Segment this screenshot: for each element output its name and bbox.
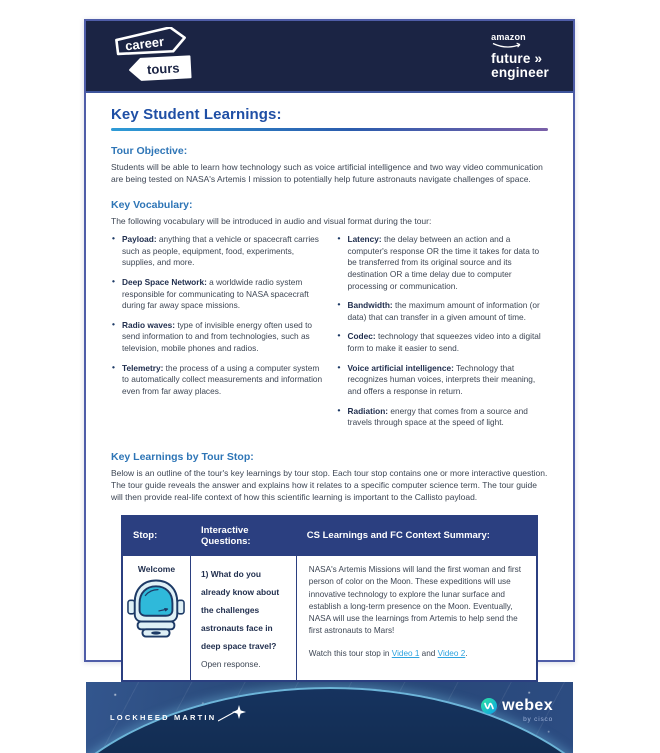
stop-cell [122, 555, 190, 681]
vocab-item: • Codec: technology that squeezes video into a digital form to make it easier to send. [337, 331, 549, 354]
col-header-stop: Stop: [122, 516, 190, 556]
vocab-item: • Bandwidth: the maximum amount of information (or data) that can transfer in a given amount of time. [337, 300, 549, 323]
table-row [122, 555, 537, 681]
video-2-link[interactable]: Video 2 [437, 648, 466, 658]
key-learnings-body: Below is an outline of the tour's key learnings by tour stop. Each tour stop contains one or more interactive question. The tour guide reveals the answer and explains how it relates to a specific computer science term. The tour guide will then provide real-life context of how this scientific learning is important to the Callisto payload. [111, 467, 548, 502]
future-engineer-line2: engineer [491, 64, 549, 80]
stop-label: Welcome [137, 563, 176, 574]
career-tours-logo [110, 27, 210, 85]
webex-logo [481, 698, 553, 723]
vocab-item: • Telemetry: the process of a using a computer system to automatically collect measurements and information even from far away places. [111, 363, 323, 398]
interactive-question-cell [190, 555, 296, 681]
key-vocabulary-heading: Key Vocabulary: [111, 199, 193, 212]
tour-objective-heading: Tour Objective: [111, 145, 188, 157]
document-page [84, 19, 575, 723]
video-1-link[interactable]: Video 1 [391, 648, 420, 658]
tour-stops-table [121, 515, 538, 682]
summary-paragraph: NASA's Artemis Missions will land the first woman and first person of color on the Moon. These expeditions will use innovative technology to explore the lunar surface and establish a long-term presence on the Moon. Eventually, NASA will use the learnings from Artemis to help send the first astronauts to Mars! [308, 564, 522, 636]
webex-wordmark: webex [502, 696, 553, 714]
vocab-item: • Latency: the delay between an action and a computer's response OR the time it takes for data to be transferred from its original source and its destination OR a time delay due to computer processing or communication. [337, 234, 549, 292]
col-header-summary: CS Learnings and FC Context Summary: [296, 516, 537, 556]
vocabulary-column-left [111, 234, 323, 437]
vocab-item: • Deep Space Network: a worldwide radio system responsible for communicating to NASA spacecraft during far away space missions. [111, 277, 323, 312]
vocab-item: • Payload: anything that a vehicle or spacecraft carries such as people, equipment, food, experiments, supplies, and more. [111, 234, 323, 269]
header-band [86, 21, 573, 93]
key-learnings-heading: Key Learnings by Tour Stop: [111, 450, 254, 463]
career-sign-label: career [124, 33, 165, 54]
col-header-questions: Interactive Questions: [190, 516, 296, 556]
amazon-smile-icon [492, 42, 526, 49]
vocabulary-column-right [337, 234, 549, 437]
amazon-wordmark: amazon [491, 32, 526, 42]
vocabulary-columns [111, 234, 548, 437]
table-header-row [122, 516, 537, 556]
key-vocabulary-intro: The following vocabulary will be introduced in audio and visual format during the tour: [111, 216, 432, 227]
astronaut-helmet-icon [127, 577, 185, 641]
tour-objective-body: Students will be able to learn how technology such as voice artificial intelligence and two way video communication are being tested on NASA's Artemis I mission to potentially help future astronauts navigate challenges of space. [111, 162, 543, 185]
lockheed-martin-wordmark: LOCKHEED MARTIN [110, 713, 217, 723]
tours-sign-label: tours [146, 60, 180, 78]
document-body [86, 93, 573, 682]
summary-cell [296, 555, 537, 681]
future-engineer-line1: future » [491, 51, 543, 66]
title-rule [111, 128, 548, 131]
webex-mark-icon [481, 698, 497, 714]
amazon-future-engineer-logo [491, 33, 549, 79]
by-cisco-label: by cisco [523, 715, 553, 723]
vocab-item: • Radio waves: type of invisible energy often used to send information to and from technologies, such as television, mobile phones and radios. [111, 320, 323, 355]
lockheed-star-icon [218, 704, 248, 724]
vocab-item: • Voice artificial intelligence: Technology that recognizes human voices, interprets their meaning, and offers a response in return. [337, 363, 549, 398]
lockheed-martin-logo [110, 712, 248, 724]
question-note: Open response. [200, 658, 261, 669]
watch-line: Watch this tour stop in Video 1 and Video 2. [308, 648, 468, 658]
page-title: Key Student Learnings: [111, 106, 282, 123]
question-text: 1) What do you already know about the challenges astronauts face in deep space travel? [200, 568, 280, 651]
footer-band [86, 682, 573, 753]
vocab-item: • Radiation: energy that comes from a source and travels through space at the speed of light. [337, 406, 549, 429]
